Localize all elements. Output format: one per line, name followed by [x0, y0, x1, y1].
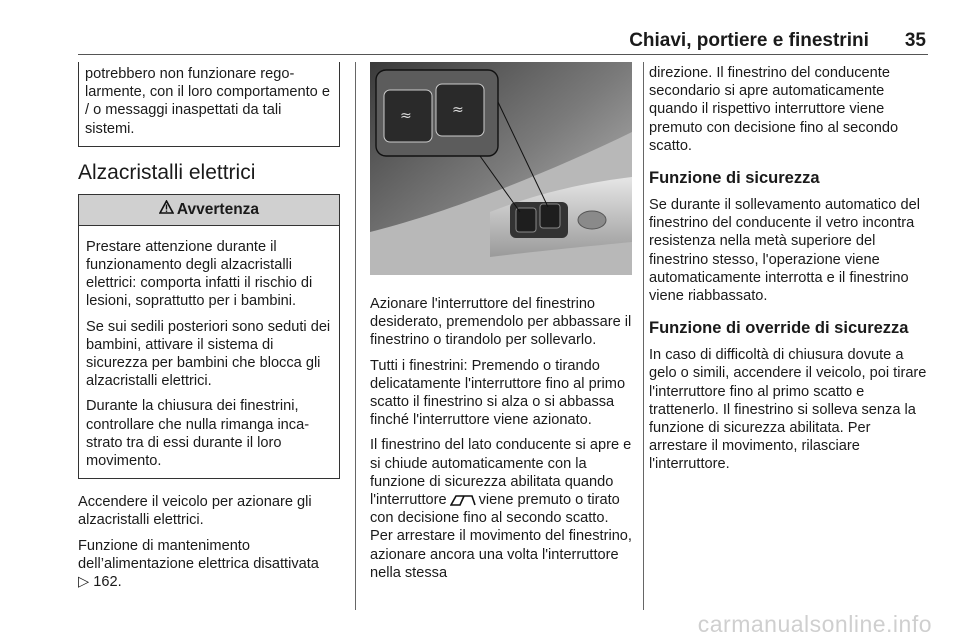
svg-text:≈: ≈ — [400, 108, 412, 124]
warning-paragraph: Durante la chiusura dei finestrini, controllare che nulla rimanga incastrato tra di essi durante il loro movimento. — [86, 398, 310, 470]
warning-header — [79, 195, 339, 226]
warning-triangle-icon — [159, 200, 174, 214]
watermark: carmanualsonline.info — [697, 611, 932, 637]
body-paragraph: Se durante il sollevamento automatico del finestrino del conducente il vetro incontra resistenza nella metà superiore del finestrino stesso, l'operazione viene automaticamente interrotta e il finestrino viene riabbassato. — [649, 197, 920, 305]
page-header — [78, 30, 928, 55]
body-paragraph: Tutti i finestrini: Premendo o tirando delicatamente l'interruttore fino al primo scatto il finestrino si alza o si abbassa finché l'interruttore viene azionato. — [370, 357, 626, 429]
warning-paragraph: Se sui sedili posteriori sono seduti dei bambini, attivare il sistema di sicurezza per bambini che blocca gli alzacristalli elettrici. — [86, 318, 331, 390]
warning-box — [78, 194, 340, 479]
column-right — [649, 64, 929, 474]
window-switch-photo — [370, 62, 632, 275]
body-paragraph: Il finestrino del lato conducente si apre e si chiude automaticamente con la funzione di sicurezza abilitata quando l'interruttore viene premuto o tirato con decisione fino al secondo scatto. Per arrestare il movimento del finestrino, azionare ancora una volta l'interruttore nella stessa — [370, 437, 632, 581]
body-paragraph: Funzione di mantenimento dell’alimentazione elettrica disattivata ▷ 162. — [78, 537, 319, 591]
svg-text:≈: ≈ — [452, 102, 464, 118]
body-paragraph: direzione. Il finestrino del conducente secondario si apre automaticamente quando il rispettivo interruttore viene premuto con decisione fino al secondo scatto. — [649, 65, 899, 154]
body-paragraph: Accendere il veicolo per azionare gli alzacristalli elettrici. — [78, 494, 312, 529]
page-number: 35 — [904, 30, 926, 51]
section-heading: Alzacristalli elettrici — [78, 160, 256, 184]
column-divider — [643, 62, 644, 610]
warning-paragraph: Prestare attenzione durante il funzionamento degli alzacristalli elettrici: comporta infatti il rischio di lesioni, soprattutto per i bambini. — [86, 238, 313, 310]
warning-body — [79, 226, 339, 478]
page-title: Chiavi, portiere e finestrini — [629, 30, 869, 51]
column-divider — [355, 62, 356, 610]
subsection-heading: Funzione di sicurezza — [649, 169, 820, 188]
continued-warning-text: potrebbero non funzionare regolarmente, con il loro comportamento e / o messaggi inaspettati da tali sistemi. — [85, 66, 330, 137]
column-middle — [370, 62, 632, 582]
continued-warning-box — [78, 62, 340, 147]
column-left — [78, 62, 340, 591]
body-paragraph: Azionare l'interruttore del finestrino desiderato, premendolo per abbassare il finestrino o tirandolo per sollevarlo. — [370, 296, 632, 349]
subsection-heading: Funzione di override di sicurezza — [649, 319, 909, 338]
warning-title: Avvertenza — [176, 200, 260, 218]
page-reference[interactable]: 162. — [93, 574, 122, 591]
body-paragraph: In caso di difficoltà di chiusura dovute a gelo o simili, accendere il veicolo, poi tirare l'interruttore fino al primo scatto e trattenerlo. Il finestrino si solleva senza la funzione di sicurezza abilitata. Per arrestare il movimento, rilasciare l'interruttore. — [649, 347, 927, 473]
cross-reference-arrow-icon: ▷ — [78, 574, 90, 591]
auto-window-icon — [450, 494, 476, 506]
